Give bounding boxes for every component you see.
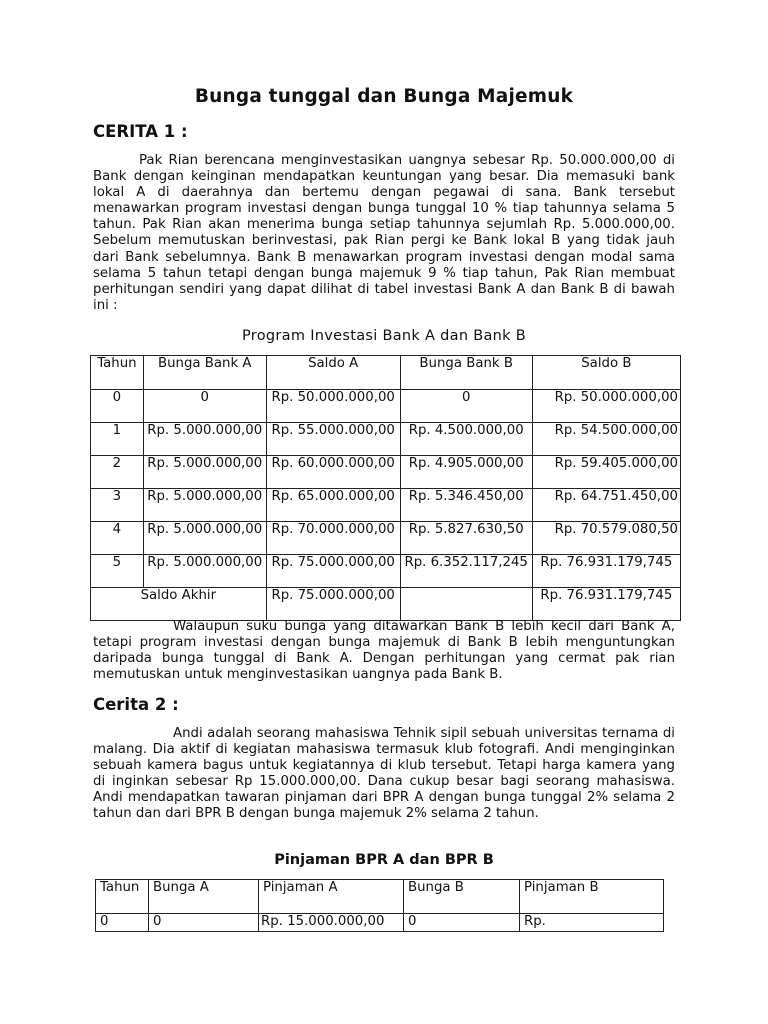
table-cell: Rp. 5.000.000,00 bbox=[143, 423, 266, 456]
table-cell: 1 bbox=[91, 423, 144, 456]
header-cell: Bunga Bank A bbox=[143, 356, 266, 390]
table-row bbox=[91, 456, 681, 489]
table-cell: 5 bbox=[91, 555, 144, 588]
table-cell: Rp. 5.827.630,50 bbox=[400, 522, 532, 555]
table-cell: Rp. 75.000.000,00 bbox=[266, 555, 400, 588]
table-row bbox=[91, 489, 681, 522]
table-cell: Rp. 50.000.000,00 bbox=[266, 390, 400, 423]
document-title: Bunga tunggal dan Bunga Majemuk bbox=[194, 86, 574, 107]
table-cell: Rp. 4.905.000,00 bbox=[400, 456, 532, 489]
table-cell: 3 bbox=[91, 489, 144, 522]
header-cell: Tahun bbox=[96, 880, 149, 914]
header-cell: Pinjaman A bbox=[259, 880, 404, 914]
table-cell: Rp. 65.000.000,00 bbox=[266, 489, 400, 522]
story1-conclusion-text: Walaupun suku bunga yang ditawarkan Bank B lebih kecil dari Bank A, tetapi program investasi dengan bunga majemuk di Bank B lebih menguntungkan daripada bunga tunggal di Bank A. Dengan perhitungan yang cermat pak rian memutuskan untuk menginvestasikan uangnya pada Bank B. bbox=[93, 619, 675, 683]
final-label-cell: Saldo Akhir bbox=[91, 588, 267, 621]
table-cell: Rp. bbox=[520, 914, 664, 932]
table-cell: 0 bbox=[400, 390, 532, 423]
header-cell: Bunga A bbox=[149, 880, 259, 914]
final-bunga-b-cell bbox=[400, 588, 532, 621]
story1-paragraph-text: Pak Rian berencana menginvestasikan uangnya sebesar Rp. 50.000.000,00 di Bank dengan keinginan mendapatkan keuntungan yang besar. Dia memasuki bank lokal A di daerahnya dan bertemu dengan pegawai di sana. Bank tersebut menawarkan program investasi dengan bunga tunggal 10 % tiap tahunnya selama 5 tahun. Pak Rian akan menerima bunga setiap tahunnya sejumlah Rp. 5.000.000,00. Sebelum memutuskan berinvestasi, pak Rian pergi ke Bank lokal B yang tidak jauh dari Bank sebelumnya. Bank B menawarkan program investasi dengan modal sama selama 5 tahun tetapi dengan bunga majemuk 9 % tiap tahun, Pak Rian membuat perhitungan sendiri yang dapat dilihat di tabel investasi Bank A dan Bank B di bawah ini : bbox=[93, 153, 675, 313]
header-cell: Saldo A bbox=[266, 356, 400, 390]
table-cell: Rp. 70.000.000,00 bbox=[266, 522, 400, 555]
table-cell: 2 bbox=[91, 456, 144, 489]
header-cell: Bunga B bbox=[404, 880, 520, 914]
final-saldo-a-cell: Rp. 75.000.000,00 bbox=[266, 588, 400, 621]
table-cell: Rp. 55.000.000,00 bbox=[266, 423, 400, 456]
table-row bbox=[96, 914, 664, 932]
table-cell: 0 bbox=[149, 914, 259, 932]
table-cell: Rp. 76.931.179,745 bbox=[532, 555, 680, 588]
header-cell: Saldo B bbox=[532, 356, 680, 390]
story1-paragraph bbox=[93, 153, 675, 314]
table1-caption: Program Investasi Bank A dan Bank B bbox=[242, 328, 526, 344]
story1-conclusion bbox=[93, 619, 675, 683]
story2-paragraph bbox=[93, 726, 675, 823]
table-cell: 0 bbox=[96, 914, 149, 932]
header-cell: Pinjaman B bbox=[520, 880, 664, 914]
table-cell: Rp. 5.000.000,00 bbox=[143, 456, 266, 489]
table-header-row bbox=[96, 880, 664, 914]
table-cell: Rp. 54.500.000,00 bbox=[532, 423, 680, 456]
table-cell: Rp. 60.000.000,00 bbox=[266, 456, 400, 489]
table-final-row bbox=[91, 588, 681, 621]
table-cell: Rp. 50.000.000,00 bbox=[532, 390, 680, 423]
table-cell: 0 bbox=[404, 914, 520, 932]
table-row bbox=[91, 390, 681, 423]
table-row bbox=[91, 423, 681, 456]
table-cell: Rp. 15.000.000,00 bbox=[259, 914, 404, 932]
table-cell: Rp. 70.579.080,50 bbox=[532, 522, 680, 555]
story2-paragraph-text: Andi adalah seorang mahasiswa Tehnik sipil sebuah universitas ternama di malang. Dia aktif di kegiatan mahasiswa termasuk klub fotografi. Andi menginginkan sebuah kamera bagus untuk kegiatannya di klub tersebut. Tetapi harga kamera yang di inginkan sebesar Rp 15.000.000,00. Dana cukup besar bagi seorang mahasiswa. Andi mendapatkan tawaran pinjaman dari BPR A dengan bunga tunggal 2% selama 2 tahun dan dari BPR B dengan bunga majemuk 2% selama 2 tahun. bbox=[93, 726, 675, 822]
loan-table bbox=[95, 879, 664, 932]
table-cell: Rp. 5.000.000,00 bbox=[143, 522, 266, 555]
table-cell: Rp. 64.751.450,00 bbox=[532, 489, 680, 522]
table-row bbox=[91, 522, 681, 555]
table-cell: 4 bbox=[91, 522, 144, 555]
table-cell: 0 bbox=[143, 390, 266, 423]
final-saldo-b-cell: Rp. 76.931.179,745 bbox=[532, 588, 680, 621]
table-cell: Rp. 4.500.000,00 bbox=[400, 423, 532, 456]
table-cell: 0 bbox=[91, 390, 144, 423]
investment-table bbox=[90, 355, 681, 621]
header-cell: Bunga Bank B bbox=[400, 356, 532, 390]
story1-heading: CERITA 1 : bbox=[93, 122, 188, 141]
story2-heading: Cerita 2 : bbox=[93, 695, 179, 714]
table-cell: Rp. 5.346.450,00 bbox=[400, 489, 532, 522]
table-cell: Rp. 5.000.000,00 bbox=[143, 555, 266, 588]
table-row bbox=[91, 555, 681, 588]
table2-caption: Pinjaman BPR A dan BPR B bbox=[274, 852, 494, 868]
table-cell: Rp. 5.000.000,00 bbox=[143, 489, 266, 522]
table-cell: Rp. 59.405.000,00 bbox=[532, 456, 680, 489]
table-header-row bbox=[91, 356, 681, 390]
table-cell: Rp. 6.352.117,245 bbox=[400, 555, 532, 588]
header-cell: Tahun bbox=[91, 356, 144, 390]
